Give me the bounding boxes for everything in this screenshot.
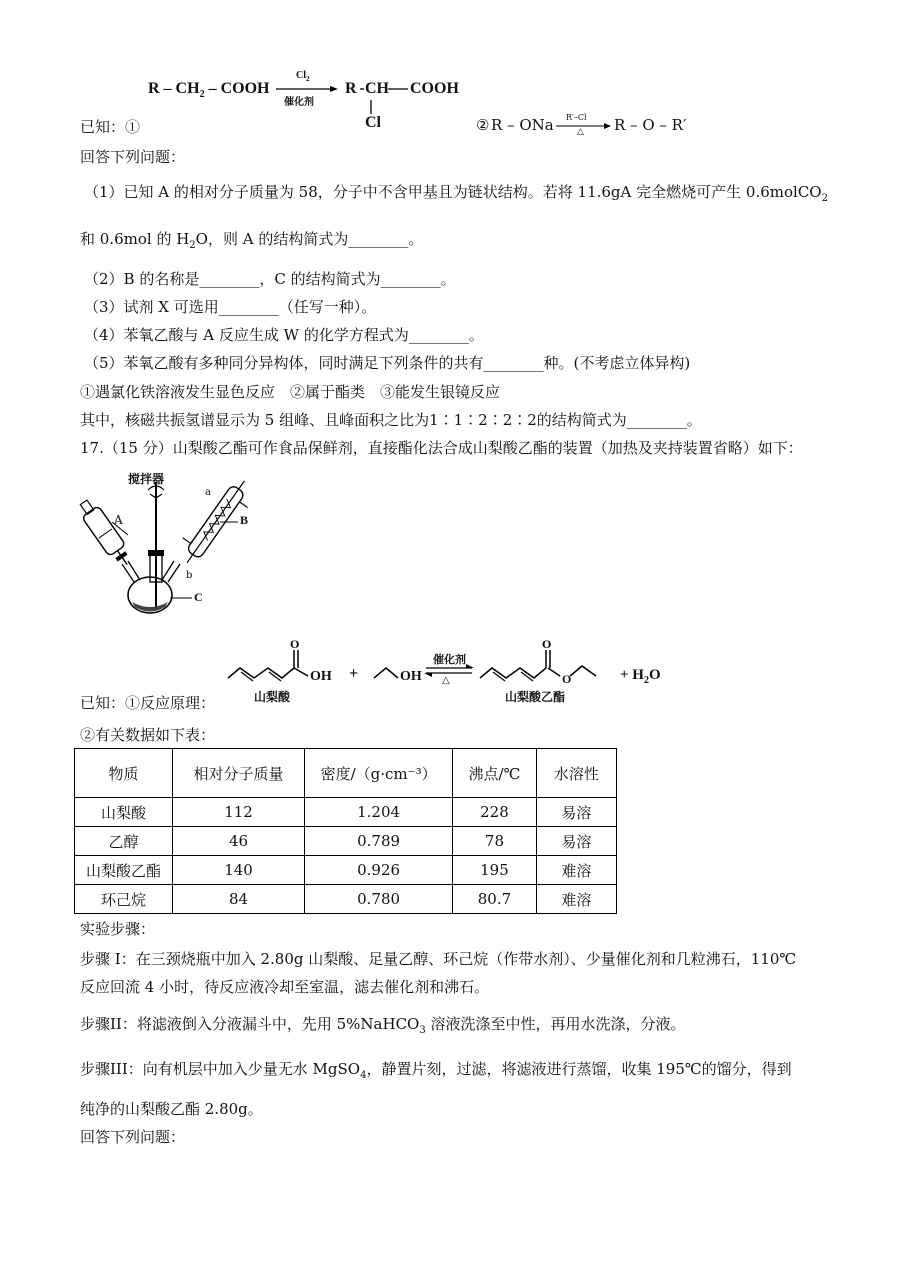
steps-title: 实验步骤： [80,920,156,938]
acid-oh: OH [310,669,332,684]
table-row [75,885,617,914]
table-cell: 山梨酸乙酯 [75,856,173,885]
table-cell: 易溶 [536,827,616,856]
ethanol-oh: OH [400,669,422,684]
table-header: 水溶性 [536,749,616,798]
q17-title: 17.（15 分）山梨酸乙酯可作食品保鲜剂，直接酯化法合成山梨酸乙酯的装置（加热及夹持装置省略）如下： [80,439,803,457]
reaction1-reagent: $Cl_2$ [296,70,310,83]
q16-intro: 回答下列问题： [80,148,186,166]
svg-text:O: O [290,637,300,651]
apparatus-diagram [70,460,270,620]
reaction1-product-ch: CH [365,80,389,97]
reaction1-reactant: R – $CH_2$ – COOH [148,80,270,101]
table-cell: 80.7 [453,885,536,914]
table-row [75,856,617,885]
q16-part5: （5）苯氧乙酸有多种同分异构体，同时满足下列条件的共有________种。(不考虑立体异构) [84,354,691,372]
table-cell: 112 [173,798,305,827]
table-header: 相对分子质量 [173,749,305,798]
reaction1-product-cl: Cl [365,114,381,131]
q17-closing: 回答下列问题： [80,1128,186,1146]
table-header: 沸点/℃ [453,749,536,798]
name-sorbic-acid: 山梨酸 [254,690,291,704]
reaction2-heat: △ [577,127,584,137]
q16-part2: （2）B 的名称是________，C 的结构简式为________。 [84,270,456,288]
reaction-catalyst: 催化剂 [433,654,466,666]
reaction-plus1: + [349,665,359,682]
reaction-water: + $H_2O$ [620,667,661,686]
table-cell: 1.204 [304,798,452,827]
table-cell: 195 [453,856,536,885]
q16-conditions: ①遇氯化铁溶液发生显色反应 ②属于酯类 ③能发生银镜反应 [80,383,501,401]
apparatus-port-b: b [186,570,193,581]
reaction1-product-cooh: COOH [410,80,459,97]
reaction-heat: △ [442,675,450,686]
table-cell: 46 [173,827,305,856]
table-cell: 84 [173,885,305,914]
q16-part1-cont: 和 0.6mol 的 $H_2O$，则 A 的结构简式为________。 [80,230,424,251]
table-cell: 0.789 [304,827,452,856]
apparatus-label-b: B [240,513,249,527]
table-cell: 难溶 [536,885,616,914]
table-cell: 0.780 [304,885,452,914]
step2: 步骤II：将滤液倒入分液漏斗中，先用 5%NaHCO$_3$ 溶液洗涤至中性，再用水洗涤，分液。 [80,1015,686,1036]
name-ethyl-sorbate: 山梨酸乙酯 [505,690,566,704]
q16-part4: （4）苯氧乙酸与 A 反应生成 W 的化学方程式为________。 [84,326,484,344]
q16-part3: （3）试剂 X 可选用________（任写一种）。 [84,298,377,316]
table-header: 密度/（g·cm⁻³） [304,749,452,798]
table-header: 物质 [75,749,173,798]
ester-oxygen: O [562,672,572,686]
table-row [75,827,617,856]
svg-text:O: O [542,637,552,651]
apparatus-port-a: a [205,487,211,498]
table-cell: 228 [453,798,536,827]
apparatus-label-a: A [114,513,123,527]
reaction2-label: ② [476,116,490,134]
table-cell: 140 [173,856,305,885]
q16-part1: （1）已知 A 的相对分子质量为 58，分子中不含甲基且为链状结构。若将 11.6gA 完全燃烧可产生 0.6molCO$_2$ [84,183,828,204]
property-table [74,748,617,914]
step3: 步骤III：向有机层中加入少量无水 MgSO$_4$，静置片刻，过滤，将滤液进行蒸馏，收集 195℃的馏分，得到 [80,1060,792,1081]
reaction2-product: R – O – R′ [614,116,687,134]
table-header-row [75,749,617,798]
table-cell: 难溶 [536,856,616,885]
step1-cont: 反应回流 4 小时，待反应液冷却至室温，滤去催化剂和沸石。 [80,978,490,996]
table-label: ②有关数据如下表： [80,726,216,744]
table-row [75,798,617,827]
table-cell: 山梨酸 [75,798,173,827]
reaction-principle-label: 已知：①反应原理： [80,694,216,712]
reaction2-arrow [0,0,900,140]
table-cell: 环己烷 [75,885,173,914]
step3-cont: 纯净的山梨酸乙酯 2.80g。 [80,1100,263,1118]
apparatus-stirrer-label: 搅拌器 [128,472,165,486]
reaction1-catalyst: 催化剂 [284,97,314,108]
table-cell: 78 [453,827,536,856]
reaction1-product-r: R [345,80,357,97]
step1: 步骤 I：在三颈烧瓶中加入 2.80g 山梨酸、足量乙醇、环己烷（作带水剂）、少量催化剂和几粒沸石，110℃ [80,950,797,968]
table-cell: 0.926 [304,856,452,885]
table-cell: 易溶 [536,798,616,827]
reaction2-reactant: R – ONa [491,116,554,134]
table-cell: 乙醇 [75,827,173,856]
q16-nmr: 其中，核磁共振氢谱显示为 5 组峰、且峰面积之比为1∶1∶2∶2∶2的结构简式为________。 [80,411,702,429]
reaction2-reagent: R′–Cl [566,113,587,122]
apparatus-label-c: C [194,590,203,604]
known-label: 已知：① [80,118,141,136]
